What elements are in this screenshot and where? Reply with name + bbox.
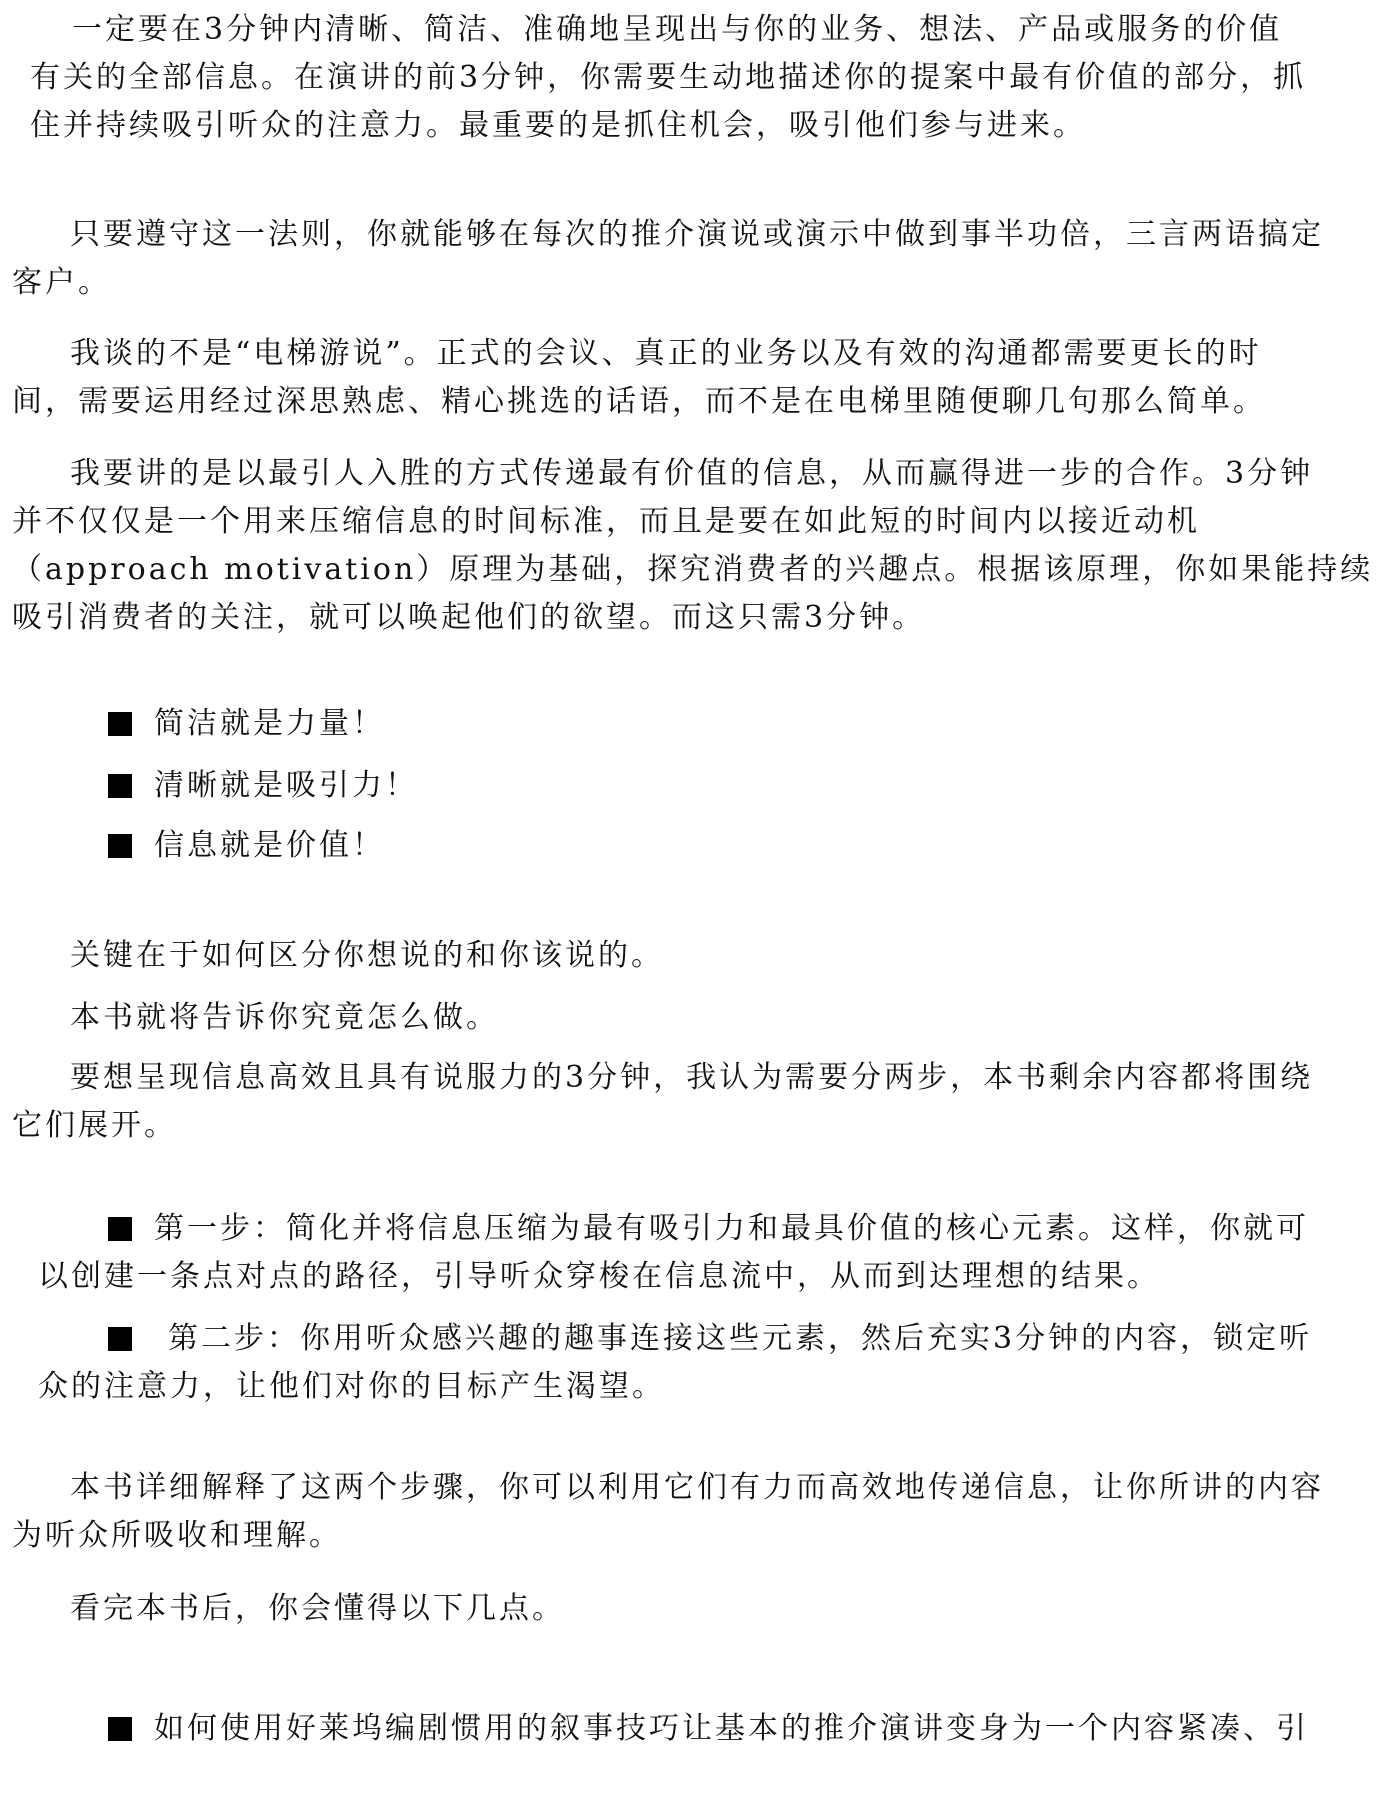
- text-line: 住并持续吸引听众的注意力。最重要的是抓住机会，吸引他们参与进来。: [30, 108, 1086, 143]
- paragraph-elevator: [0, 330, 1266, 426]
- text-line: 并不仅仅是一个用来压缩信息的时间标准，而且是要在如此短的时间内以接近动机: [12, 504, 1200, 539]
- square-bullet-icon: [108, 1217, 132, 1241]
- text-line: 众的注意力，让他们对你的目标产生渴望。: [38, 1369, 665, 1404]
- text-line: 我谈的不是“电梯游说”。正式的会议、真正的业务以及有效的沟通都需要更长的时: [70, 336, 1262, 371]
- text-line: 为听众所吸收和理解。: [12, 1518, 342, 1553]
- text-line: 关键在于如何区分你想说的和你该说的。: [70, 938, 664, 973]
- principle-text: 清晰就是吸引力！: [154, 768, 418, 803]
- text-line: 要想呈现信息高效且具有说服力的3分钟，我认为需要分两步，本书剩余内容都将围绕: [70, 1060, 1314, 1095]
- text-line: 客户。: [12, 265, 111, 300]
- text-line: 本书就将告诉你究竟怎么做。: [70, 1000, 499, 1035]
- paragraph-two-steps: [0, 1054, 1313, 1150]
- principle-item: [108, 822, 385, 870]
- text-line: （approach motivation）原理为基础，探究消费者的兴趣点。根据该原理，你如果能持续: [12, 552, 1374, 587]
- text-line: 有关的全部信息。在演讲的前3分钟，你需要生动地描述你的提案中最有价值的部分，抓: [30, 60, 1307, 95]
- text-line: 一定要在3分钟内清晰、简洁、准确地呈现出与你的业务、想法、产品或服务的价值: [72, 12, 1283, 47]
- paragraph-rule: [0, 211, 1324, 307]
- square-bullet-icon: [108, 1717, 132, 1741]
- square-bullet-icon: [108, 1327, 132, 1351]
- text-line: 吸引消费者的关注，就可以唤起他们的欲望。而这只需3分钟。: [12, 600, 926, 635]
- step-one: [0, 1205, 1309, 1301]
- text-line: 第一步：简化并将信息压缩为最有吸引力和最具价值的核心元素。这样，你就可: [0, 1205, 1309, 1253]
- paragraph-after-reading: [0, 1585, 565, 1633]
- principle-text: 信息就是价值！: [154, 828, 385, 863]
- square-bullet-icon: [108, 712, 132, 736]
- text-line: 我要讲的是以最引人入胜的方式传递最有价值的信息，从而赢得进一步的合作。3分钟: [70, 456, 1314, 491]
- final-bullet: [108, 1705, 1309, 1753]
- square-bullet-icon: [108, 834, 132, 858]
- paragraph-key: [0, 932, 664, 980]
- text-line: 间，需要运用经过深思熟虑、精心挑选的话语，而不是在电梯里随便聊几句那么简单。: [12, 384, 1266, 419]
- paragraph-book: [0, 994, 499, 1042]
- text-line: 看完本书后，你会懂得以下几点。: [70, 1591, 565, 1626]
- text-line: 只要遵守这一法则，你就能够在每次的推介演说或演示中做到事半功倍，三言两语搞定: [70, 217, 1324, 252]
- principle-text: 简洁就是力量！: [154, 706, 385, 741]
- principle-item: [108, 700, 385, 748]
- square-bullet-icon: [108, 774, 132, 798]
- final-bullet-text: 如何使用好莱坞编剧惯用的叙事技巧让基本的推介演讲变身为一个内容紧凑、引: [154, 1711, 1309, 1746]
- paragraph-approach: [0, 450, 1373, 642]
- principle-item: [108, 762, 418, 810]
- step-two: [0, 1315, 1312, 1411]
- text-line: 以创建一条点对点的路径，引导听众穿梭在信息流中，从而到达理想的结果。: [38, 1259, 1160, 1294]
- text-line: 第二步：你用听众感兴趣的趣事连接这些元素，然后充实3分钟的内容，锁定听: [0, 1315, 1312, 1363]
- paragraph-intro: [0, 6, 1306, 150]
- paragraph-detail: [0, 1464, 1324, 1560]
- text-line: 本书详细解释了这两个步骤，你可以利用它们有力而高效地传递信息，让你所讲的内容: [70, 1470, 1324, 1505]
- text-line: 它们展开。: [12, 1108, 177, 1143]
